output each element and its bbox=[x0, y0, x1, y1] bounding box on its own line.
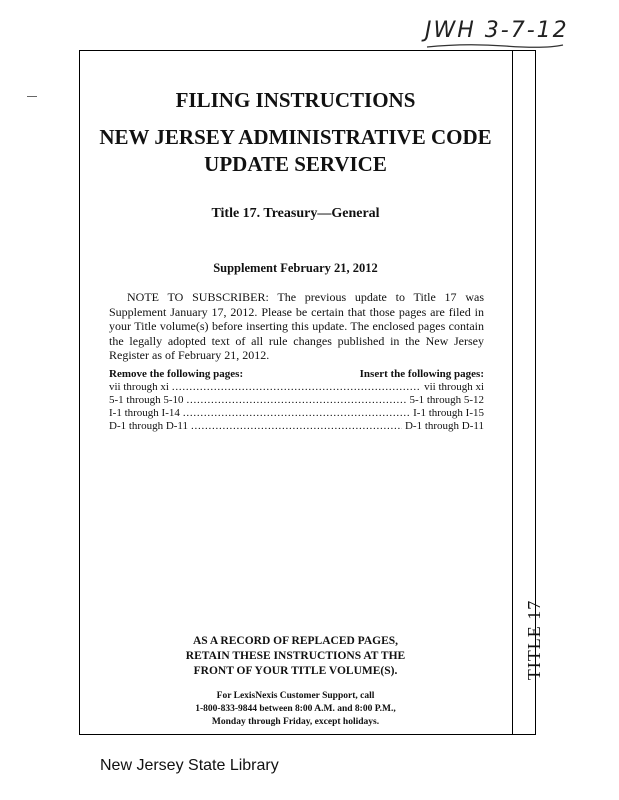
supplement-date: Supplement February 21, 2012 bbox=[213, 261, 378, 275]
handwritten-underline bbox=[425, 42, 565, 50]
table-row bbox=[109, 407, 484, 420]
dot-leader bbox=[191, 420, 402, 433]
library-stamp: New Jersey State Library bbox=[100, 757, 279, 774]
subscriber-note: NOTE TO SUBSCRIBER: The previous update to Title 17 was Supplement January 17, 2012. Please be certain that those pages are filed in your Title volume(s) before inserting this update. The enclosed pages contain the legally adopted text of all rule changes published in the New Jersey Register as of February 21, 2012. bbox=[109, 290, 484, 362]
subtitle-line-1: NEW JERSEY ADMINISTRATIVE CODE bbox=[99, 125, 492, 149]
record-notice-line: RETAIN THESE INSTRUCTIONS AT THE bbox=[185, 650, 406, 662]
remove-range: I-1 through I-14 bbox=[109, 407, 180, 419]
handwritten-note bbox=[425, 18, 575, 43]
spine-label: TITLE 17 bbox=[524, 599, 544, 681]
page-subtitle bbox=[79, 124, 512, 178]
record-notice-line: AS A RECORD OF REPLACED PAGES, bbox=[192, 635, 399, 647]
support-notice-line: 1-800-833-9844 between 8:00 A.M. and 8:00 P.M., bbox=[195, 704, 396, 714]
remove-range: vii through xi bbox=[109, 381, 169, 393]
dot-leader bbox=[187, 394, 407, 407]
support-notice-line: Monday through Friday, except holidays. bbox=[211, 717, 380, 727]
stray-mark bbox=[27, 96, 37, 97]
record-notice-line: FRONT OF YOUR TITLE VOLUME(S). bbox=[193, 665, 398, 677]
insert-range: vii through xi bbox=[424, 381, 484, 393]
handwritten-note-text: JWH 3-7-12 bbox=[425, 18, 569, 43]
dot-leader bbox=[183, 407, 410, 420]
insert-range: D-1 through D-11 bbox=[404, 420, 484, 432]
page-title: FILING INSTRUCTIONS bbox=[175, 88, 416, 112]
support-notice-line: For LexisNexis Customer Support, call bbox=[216, 691, 375, 701]
remove-range: 5-1 through 5-10 bbox=[109, 394, 184, 406]
record-notice bbox=[79, 634, 512, 679]
dot-leader bbox=[172, 381, 421, 394]
insert-range: I-1 through I-15 bbox=[413, 407, 484, 419]
support-notice bbox=[79, 690, 512, 729]
page-replacement-table bbox=[109, 368, 484, 433]
subtitle-line-2: UPDATE SERVICE bbox=[204, 152, 387, 176]
table-row bbox=[109, 394, 484, 407]
table-row bbox=[109, 381, 484, 394]
insert-range: 5-1 through 5-12 bbox=[409, 394, 484, 406]
title-name: Title 17. Treasury—General bbox=[211, 206, 380, 221]
page-replacement-header bbox=[109, 368, 484, 381]
remove-range: D-1 through D-11 bbox=[109, 420, 189, 432]
spine-divider bbox=[512, 50, 513, 735]
remove-header: Remove the following pages: bbox=[109, 368, 244, 380]
insert-header: Insert the following pages: bbox=[359, 368, 484, 380]
table-row bbox=[109, 420, 484, 433]
